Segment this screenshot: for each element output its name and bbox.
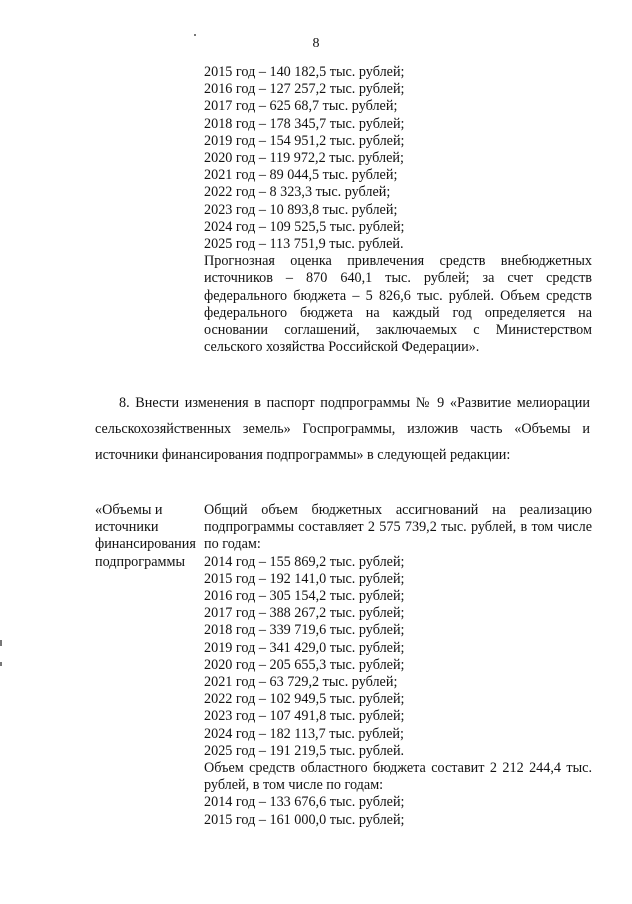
funding-continuation-block — [204, 64, 592, 356]
passport-row-label — [95, 502, 203, 571]
regional-budget-paragraph: Объем средств областного бюджета составит 2 212 244,4 тыс. рублей, в том числе по годам: — [204, 760, 592, 794]
year-funding-line: 2014 год – 133 676,6 тыс. рублей; — [204, 794, 405, 811]
label-line: подпрограммы — [95, 553, 185, 570]
forecast-paragraph: Прогнозная оценка привлечения средств внебюджетных источников – 870 640,1 тыс. рублей; за счет средств федерального бюджета – 5 826,6 тыс. рублей. Объем средств федерального бюджета на каждый год определяется на основании соглашений, заключаемых с Министерством сельского хозяйства Российской Федерации». — [204, 253, 592, 356]
year-funding-line: 2015 год – 140 182,5 тыс. рублей; — [204, 64, 405, 80]
year-funding-line: 2021 год – 89 044,5 тыс. рублей; — [204, 167, 398, 184]
page-number: 8 — [312, 36, 320, 51]
year-funding-line: 2020 год – 205 655,3 тыс. рублей; — [204, 656, 405, 673]
year-funding-line: 2023 год – 10 893,8 тыс. рублей; — [204, 201, 398, 218]
label-line: «Объемы и — [95, 502, 163, 518]
scan-speck — [0, 662, 2, 666]
year-funding-line: 2015 год – 192 141,0 тыс. рублей; — [204, 570, 405, 587]
label-line: финансирования — [95, 536, 196, 553]
year-funding-line: 2017 год – 625 68,7 тыс. рублей; — [204, 98, 398, 115]
year-funding-line: 2022 год – 102 949,5 тыс. рублей; — [204, 691, 405, 708]
year-funding-line: 2024 год – 182 113,7 тыс. рублей; — [204, 725, 404, 742]
year-funding-line: 2016 год – 127 257,2 тыс. рублей; — [204, 81, 405, 98]
year-funding-line: 2019 год – 154 951,2 тыс. рублей; — [204, 132, 405, 149]
year-funding-line: 2022 год – 8 323,3 тыс. рублей; — [204, 184, 391, 201]
year-funding-line: 2014 год – 155 869,2 тыс. рублей; — [204, 553, 405, 570]
amendment-paragraph-8 — [95, 390, 590, 468]
scan-speck — [194, 34, 196, 36]
year-funding-line: 2025 год – 113 751,9 тыс. рублей. — [204, 236, 404, 253]
year-funding-line: 2016 год – 305 154,2 тыс. рублей; — [204, 588, 405, 605]
year-funding-line: 2019 год – 341 429,0 тыс. рублей; — [204, 639, 405, 656]
total-funding-paragraph: Общий объем бюджетных ассигнований на реализацию подпрограммы составляет 2 575 739,2 тыс. рублей, в том числе по годам: — [204, 502, 592, 553]
year-funding-line: 2020 год – 119 972,2 тыс. рублей; — [204, 150, 404, 167]
year-funding-line: 2015 год – 161 000,0 тыс. рублей; — [204, 811, 405, 828]
label-line: источники — [95, 519, 159, 536]
year-funding-line: 2018 год – 178 345,7 тыс. рублей; — [204, 115, 405, 132]
year-funding-line: 2017 год – 388 267,2 тыс. рублей; — [204, 605, 405, 622]
year-funding-line: 2025 год – 191 219,5 тыс. рублей. — [204, 742, 405, 759]
scan-speck — [0, 640, 2, 646]
year-funding-line: 2018 год – 339 719,6 тыс. рублей; — [204, 622, 405, 639]
amendment-text: 8. Внести изменения в паспорт подпрограммы № 9 «Развитие мелиорации сельскохозяйственных земель» Госпрограммы, изложив часть «Объемы и источники финансирования подпрограммы» в следующей редакции: — [95, 395, 590, 463]
passport-row-content — [204, 502, 592, 829]
year-funding-line: 2024 год – 109 525,5 тыс. рублей; — [204, 218, 405, 235]
year-funding-line: 2023 год – 107 491,8 тыс. рублей; — [204, 708, 405, 725]
year-funding-line: 2021 год – 63 729,2 тыс. рублей; — [204, 674, 398, 691]
